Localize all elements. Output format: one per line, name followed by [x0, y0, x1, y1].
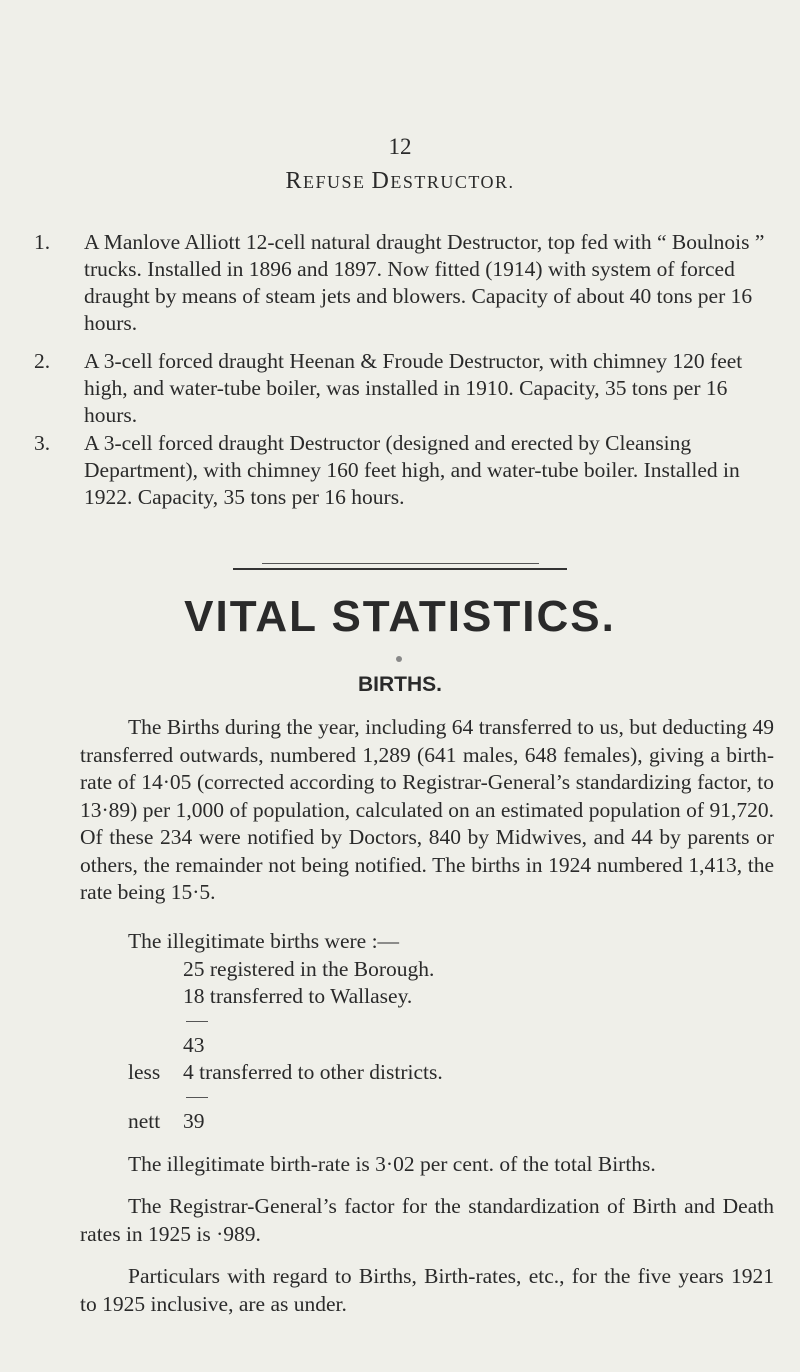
nett-label: nett [128, 1109, 161, 1133]
nett-rule [186, 1097, 208, 1098]
item-number: 3. [34, 431, 51, 455]
item-text: A Manlove Alliott 12-cell natural draught Destructor, top fed with “ Boulnois ” trucks. Installed in 1896 and 1897. Now fitted (1914) with system of forced draught by means of steam jets and blowers. Capacity of about 40 tons per 16 hours. [84, 230, 765, 335]
ornament-dot [396, 656, 402, 662]
item-text: A 3-cell forced draught Heenan & Froude Destructor, with chimney 120 feet high, and water-tube boiler, was installed in 1910. Capacity, 35 tons per 16 hours. [84, 349, 743, 427]
nett-value: 39 [183, 1109, 205, 1133]
refuse-destructor-heading: REFUSE DESTRUCTOR. [285, 168, 515, 194]
illegitimate-intro: The illegitimate births were :— [128, 929, 400, 953]
illegitimate-transferred-in: 18 transferred to Wallasey. [183, 984, 413, 1008]
less-value: 4 transferred to other districts. [183, 1060, 443, 1084]
destructor-item-1 [34, 229, 774, 337]
less-label: less [128, 1060, 161, 1084]
item-text: A 3-cell forced draught Destructor (designed and erected by Cleansing Department), with chimney 160 feet high, and water-tube boiler. Installed in 1922. Capacity, 35 tons per 16 hours. [84, 431, 740, 509]
vital-statistics-title: VITAL STATISTICS. [184, 592, 616, 641]
births-paragraph: The Births during the year, including 64 transferred to us, but deducting 49 transferred outwards, numbered 1,289 (641 males, 648 females), giving a birth-rate of 14·05 (corrected according to Registrar-General’s standardizing factor, to 13·89) per 1,000 of population, calculated on an estimated population of 91,720. Of these 234 were notified by Doctors, 840 by Midwives, and 44 by parents or others, the remainder not being notified. The births in 1924 numbered 1,413, the rate being 15·5. [80, 715, 774, 904]
illegitimate-registered: 25 registered in the Borough. [183, 957, 435, 981]
illegitimate-rate: The illegitimate birth-rate is 3·02 per cent. of the total Births. [128, 1152, 656, 1176]
item-number: 2. [34, 349, 51, 373]
item-number: 1. [34, 230, 51, 254]
sum-rule [186, 1021, 208, 1022]
illegitimate-subtotal: 43 [183, 1033, 205, 1057]
destructor-item-3 [34, 430, 774, 511]
standardization-factor-paragraph: The Registrar-General’s factor for the standardization of Birth and Death rates in 1925 is ·989. [80, 1194, 774, 1246]
particulars-paragraph: Particulars with regard to Births, Birth-rates, etc., for the five years 1921 to 1925 inclusive, are as under. [80, 1264, 774, 1316]
births-heading: BIRTHS. [358, 673, 442, 696]
page-number: 12 [388, 134, 412, 159]
divider-thin [262, 563, 539, 564]
destructor-item-2 [34, 348, 774, 429]
divider-thick [233, 568, 567, 570]
